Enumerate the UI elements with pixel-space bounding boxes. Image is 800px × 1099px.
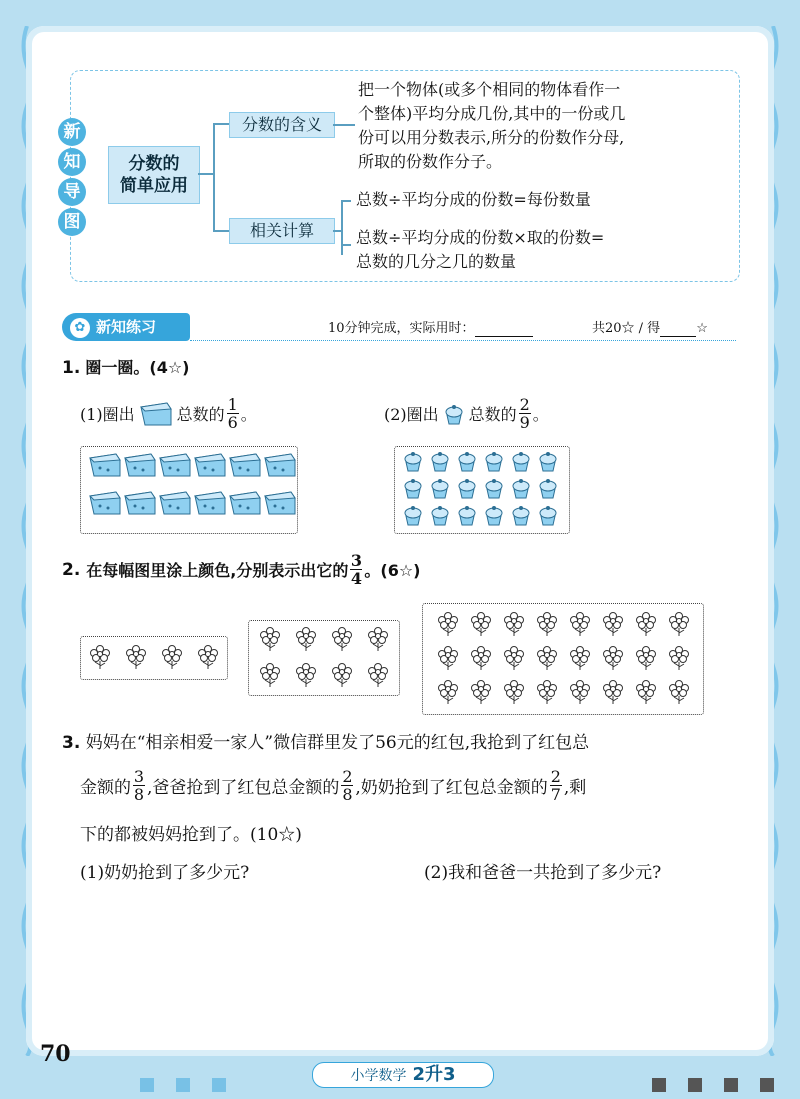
q3-text: 妈妈在“相亲相爱一家人”微信群里发了56元的红包,我抢到了红包总 (85, 733, 590, 753)
connector (198, 173, 214, 175)
q1-part2 (384, 396, 549, 431)
cake-icon (263, 452, 297, 478)
q3-text: 金额的 (80, 778, 131, 798)
q1-p1-mid: 总数的 (176, 405, 225, 424)
tag-char: 知 (58, 148, 86, 176)
tag-char: 新 (58, 118, 86, 146)
flowers-grid (88, 644, 220, 670)
flowers-grid (258, 626, 390, 688)
calc-rule-line: 总数的几分之几的数量 (356, 252, 517, 271)
q2-instruction: 在每幅图里涂上颜色,分别表示出它的 (86, 561, 349, 580)
footer-stripe (688, 1078, 702, 1092)
flower-icon (568, 679, 592, 705)
flower-icon (667, 645, 691, 671)
q2-number: 2. (62, 559, 81, 580)
connector (213, 123, 215, 231)
q3-text: ,奶奶抢到了红包总金额的 (355, 778, 548, 798)
numerator: 1 (227, 395, 238, 414)
q1-title (62, 355, 190, 378)
numerator: 3 (133, 767, 145, 786)
cake-icon (88, 452, 122, 478)
cake-icon (123, 452, 157, 478)
connector (333, 124, 355, 126)
q1-p1-end: 。 (240, 405, 257, 424)
cupcake-icon (402, 450, 424, 472)
q2-title (62, 552, 421, 587)
cupcake-icon (537, 450, 559, 472)
cupcake-icon (429, 450, 451, 472)
flower-icon (469, 611, 493, 637)
flower-icon (366, 626, 390, 652)
flower-icon (258, 626, 282, 652)
q3-sub1: (1)奶奶抢到了多少元? (80, 863, 250, 883)
page-number: 70 (40, 1041, 71, 1067)
calc-rule-line: 总数÷平均分成的份数×取的份数= (356, 228, 605, 247)
footer-grade: 2升3 (412, 1064, 456, 1085)
q1-p2-prefix: (2)圈出 (384, 405, 439, 424)
flower-icon (601, 611, 625, 637)
flower-icon (436, 611, 460, 637)
fraction (341, 768, 353, 803)
fraction (519, 396, 531, 431)
cupcake-icon (429, 504, 451, 526)
flower-icon (469, 679, 493, 705)
fraction (133, 768, 145, 803)
denominator: 6 (227, 413, 238, 432)
flower-icon (535, 645, 559, 671)
flower-icon (436, 645, 460, 671)
denominator: 4 (350, 569, 362, 588)
flower-icon (634, 679, 658, 705)
cakes-grid (88, 452, 297, 516)
flower-icon (634, 645, 658, 671)
q3-line1 (62, 728, 589, 753)
connector (333, 230, 341, 232)
tag-char: 导 (58, 178, 86, 206)
section-tag-practice (62, 313, 190, 341)
cupcake-icon (537, 477, 559, 499)
cupcake-icon (483, 504, 505, 526)
footer-stripe (724, 1078, 738, 1092)
denominator: 9 (519, 413, 530, 432)
flower-icon (88, 644, 112, 670)
footer-subject: 小学数学 (350, 1068, 407, 1084)
q1-p1-prefix: (1)圈出 (80, 405, 135, 424)
flower-icon (196, 644, 220, 670)
cupcake-icon (456, 477, 478, 499)
node-calculation: 相关计算 (229, 218, 335, 244)
definition-line: 份可以用分数表示,所分的份数作分母, (358, 128, 625, 147)
q1-p2-mid: 总数的 (468, 405, 517, 424)
numerator: 2 (550, 767, 561, 786)
meaning-definition (358, 78, 625, 174)
q1-instruction: 圈一圈。(4☆) (85, 358, 190, 377)
footer-stripe (212, 1078, 226, 1092)
q3-number: 3. (62, 733, 81, 753)
flower-icon (366, 662, 390, 688)
flower-icon (124, 644, 148, 670)
denominator: 7 (550, 785, 561, 804)
section-label: 新知练习 (96, 318, 157, 336)
flowers-grid (436, 611, 691, 705)
cake-icon (193, 490, 227, 516)
score-info (592, 317, 708, 337)
cupcake-icon (510, 504, 532, 526)
cake-icon (228, 452, 262, 478)
cake-icon (228, 490, 262, 516)
connector (341, 200, 343, 255)
flower-icon (568, 645, 592, 671)
definition-line: 所取的份数作分子。 (358, 152, 503, 171)
flower-icon (568, 611, 592, 637)
cake-icon (193, 452, 227, 478)
flower-icon (667, 611, 691, 637)
star-badge-icon: ✿ (70, 318, 90, 338)
fraction (227, 396, 239, 431)
footer-stripe (652, 1078, 666, 1092)
main-topic-line: 简单应用 (120, 176, 188, 196)
flower-icon (601, 645, 625, 671)
cupcake-icon (510, 477, 532, 499)
connector (341, 200, 351, 202)
calc-rule-2 (356, 226, 604, 274)
q3-line3: 下的都被妈妈抢到了。(10☆) (80, 825, 302, 845)
cake-icon (88, 490, 122, 516)
flower-icon (502, 645, 526, 671)
q3-sub2: (2)我和爸爸一共抢到了多少元? (424, 863, 662, 883)
new-knowledge-map-tag (58, 118, 88, 238)
cupcake-icon (456, 504, 478, 526)
flower-icon (667, 679, 691, 705)
section-divider (190, 340, 736, 341)
cake-icon (158, 452, 192, 478)
denominator: 8 (133, 785, 145, 804)
flower-icon (330, 662, 354, 688)
calc-rule-1: 总数÷平均分成的份数=每份数量 (356, 190, 591, 209)
q3-text: ,剩 (563, 778, 587, 798)
numerator: 2 (519, 395, 530, 414)
cupcake-icon (456, 450, 478, 472)
cupcake-icon (510, 450, 532, 472)
flower-icon (160, 644, 184, 670)
tag-char: 图 (58, 208, 86, 236)
time-info (328, 317, 533, 337)
cake-icon (158, 490, 192, 516)
cupcake-icon (402, 504, 424, 526)
fraction (350, 552, 362, 587)
cupcake-icon (483, 477, 505, 499)
cake-icon (139, 401, 173, 427)
q3-line2 (80, 768, 586, 803)
flower-icon (294, 662, 318, 688)
main-topic-line: 分数的 (128, 154, 180, 174)
cake-icon (263, 490, 297, 516)
time-label: 10分钟完成，实际用时： (328, 321, 475, 336)
footer-stripe (140, 1078, 154, 1092)
cupcake-icon (429, 477, 451, 499)
flower-icon (502, 611, 526, 637)
flower-icon (469, 645, 493, 671)
flower-icon (601, 679, 625, 705)
numerator: 3 (350, 551, 362, 570)
denominator: 8 (342, 785, 353, 804)
flower-icon (535, 679, 559, 705)
footer-book-title (312, 1062, 494, 1088)
flower-icon (502, 679, 526, 705)
q3-text: ,爸爸抢到了红包总金额的 (147, 778, 340, 798)
flower-icon (330, 626, 354, 652)
flower-icon (436, 679, 460, 705)
main-topic-node (108, 146, 200, 204)
numerator: 2 (342, 767, 353, 786)
score-blank[interactable] (660, 321, 696, 337)
cupcakes-grid (402, 450, 559, 526)
footer-stripe (760, 1078, 774, 1092)
flower-icon (258, 662, 282, 688)
connector (213, 230, 229, 232)
score-star: ☆ (696, 321, 708, 336)
connector (213, 123, 229, 125)
q2-end: 。(6☆) (364, 561, 421, 580)
footer-stripe (176, 1078, 190, 1092)
q1-part1 (80, 396, 257, 431)
cupcake-icon (402, 477, 424, 499)
cake-icon (123, 490, 157, 516)
q1-number: 1. (62, 358, 81, 378)
node-meaning: 分数的含义 (229, 112, 335, 138)
connector (341, 244, 351, 246)
flower-icon (535, 611, 559, 637)
cupcake-icon (483, 450, 505, 472)
cupcake-icon (443, 403, 465, 425)
flower-icon (294, 626, 318, 652)
q1-p2-end: 。 (532, 405, 549, 424)
flower-icon (634, 611, 658, 637)
score-label: 共20☆ / 得 (592, 321, 661, 336)
fraction (550, 768, 562, 803)
definition-line: 把一个物体(或多个相同的物体看作一 (358, 80, 621, 99)
time-blank[interactable] (475, 321, 533, 337)
cupcake-icon (537, 504, 559, 526)
definition-line: 个整体)平均分成几份,其中的一份或几 (358, 104, 626, 123)
